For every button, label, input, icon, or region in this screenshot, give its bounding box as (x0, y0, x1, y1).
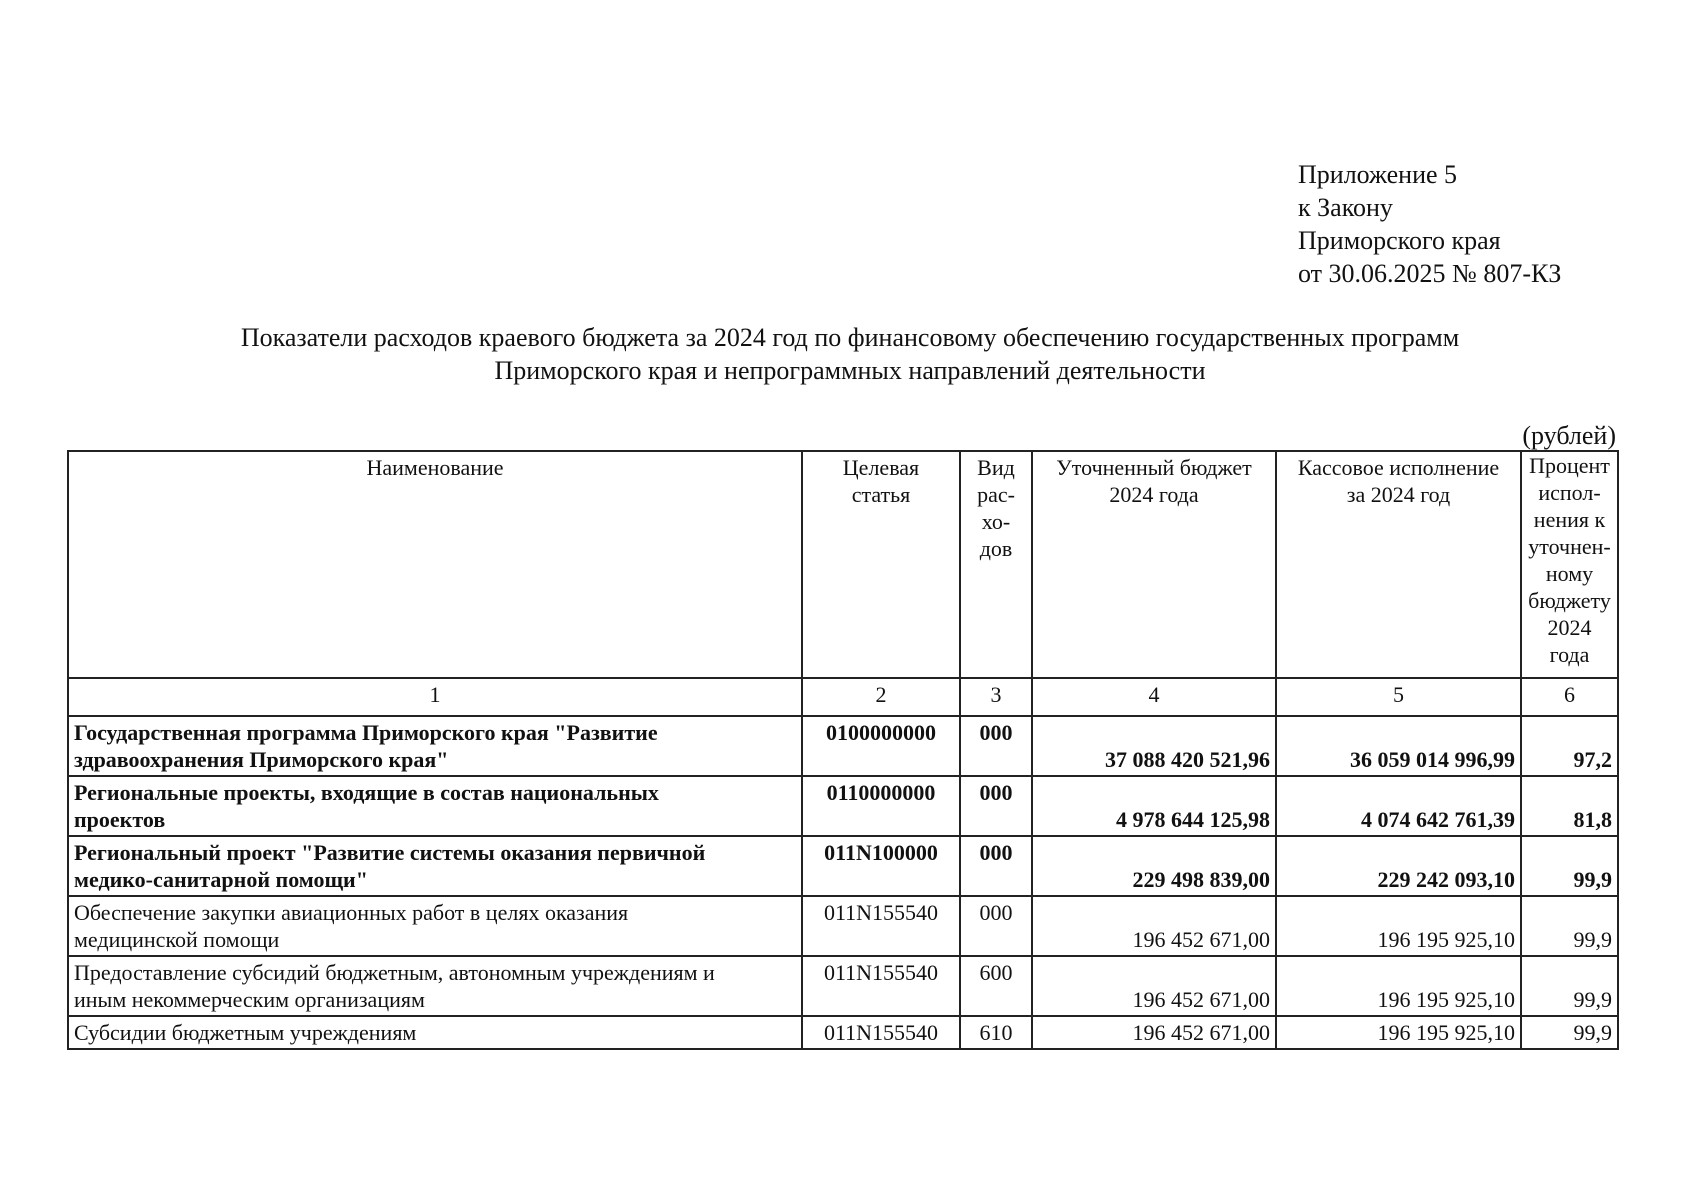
row-expense-kind: 610 (960, 1016, 1032, 1049)
header-text: Уточненный бюджет (1056, 455, 1252, 480)
row-name-text: Региональный проект "Развитие системы оказания первичной (74, 840, 706, 865)
header-name-text: Наименование (366, 455, 504, 480)
row-target-article: 0100000000 (802, 716, 960, 776)
row-budget: 196 452 671,00 (1032, 956, 1276, 1016)
row-name (68, 776, 802, 836)
row-name-text: Предоставление субсидий бюджетным, автономным учреждениям и (74, 960, 715, 985)
row-target-article: 011N155540 (802, 896, 960, 956)
header-text: уточнен- (1528, 534, 1611, 559)
row-name (68, 896, 802, 956)
table-row (68, 956, 1618, 1016)
header-target-article (802, 451, 960, 678)
row-percent: 99,9 (1521, 956, 1618, 1016)
row-name-text: Субсидии бюджетным учреждениям (74, 1020, 417, 1045)
table-row (68, 716, 1618, 776)
table-row (68, 776, 1618, 836)
row-percent: 81,8 (1521, 776, 1618, 836)
header-text: ному (1545, 561, 1594, 586)
row-name-text: иным некоммерческим организациям (74, 987, 425, 1012)
row-budget: 196 452 671,00 (1032, 896, 1276, 956)
row-budget: 4 978 644 125,98 (1032, 776, 1276, 836)
header-text: за 2024 год (1346, 482, 1451, 507)
header-text: Кассовое исполнение (1297, 455, 1500, 480)
row-name (68, 1016, 802, 1049)
table-row (68, 836, 1618, 896)
appendix-block (1298, 158, 1561, 290)
column-number: 6 (1521, 678, 1618, 716)
header-percent (1521, 451, 1618, 678)
row-name-text: Государственная программа Приморского края "Развитие (74, 720, 658, 745)
header-budget (1032, 451, 1276, 678)
row-name-text: Региональные проекты, входящие в состав национальных (74, 780, 659, 805)
header-text: 2024 (1547, 615, 1592, 640)
budget-table (67, 450, 1619, 1050)
row-execution: 196 195 925,10 (1276, 956, 1521, 1016)
row-name-text: медицинской помощи (74, 927, 280, 952)
column-number: 4 (1032, 678, 1276, 716)
table-row (68, 1016, 1618, 1049)
row-percent: 99,9 (1521, 836, 1618, 896)
row-budget: 196 452 671,00 (1032, 1016, 1276, 1049)
appendix-line: Приложение 5 (1298, 160, 1458, 189)
row-budget: 37 088 420 521,96 (1032, 716, 1276, 776)
header-text: Процент (1529, 453, 1610, 478)
header-text: нения к (1533, 507, 1606, 532)
row-name (68, 836, 802, 896)
row-target-article: 0110000000 (802, 776, 960, 836)
row-name (68, 956, 802, 1016)
title-line: Показатели расходов краевого бюджета за 2024 год по финансовому обеспечению государственных программ (240, 323, 1460, 352)
row-execution: 229 242 093,10 (1276, 836, 1521, 896)
row-name (68, 716, 802, 776)
row-name-text: здравоохранения Приморского края" (74, 747, 449, 772)
header-text: Целевая (842, 455, 920, 480)
row-expense-kind: 000 (960, 716, 1032, 776)
header-text: хо- (981, 509, 1011, 534)
row-percent: 99,9 (1521, 896, 1618, 956)
row-budget: 229 498 839,00 (1032, 836, 1276, 896)
header-text: статья (851, 482, 911, 507)
row-percent: 99,9 (1521, 1016, 1618, 1049)
header-execution (1276, 451, 1521, 678)
row-name-text: медико-санитарной помощи" (74, 867, 368, 892)
appendix-line: от 30.06.2025 № 807-КЗ (1298, 259, 1562, 288)
appendix-line: к Закону (1298, 193, 1393, 222)
row-target-article: 011N155540 (802, 1016, 960, 1049)
row-execution: 4 074 642 761,39 (1276, 776, 1521, 836)
column-number: 1 (68, 678, 802, 716)
column-number-row (68, 678, 1618, 716)
row-expense-kind: 000 (960, 776, 1032, 836)
row-execution: 36 059 014 996,99 (1276, 716, 1521, 776)
row-execution: 196 195 925,10 (1276, 896, 1521, 956)
row-percent: 97,2 (1521, 716, 1618, 776)
title-line: Приморского края и непрограммных направлений деятельности (494, 356, 1206, 385)
table-row (68, 896, 1618, 956)
header-text: года (1549, 642, 1590, 667)
column-number: 2 (802, 678, 960, 716)
header-text: рас- (977, 482, 1015, 507)
row-name-text: Обеспечение закупки авиационных работ в целях оказания (74, 900, 629, 925)
row-name-text: проектов (74, 807, 166, 832)
row-expense-kind: 600 (960, 956, 1032, 1016)
column-number: 3 (960, 678, 1032, 716)
row-target-article: 011N100000 (802, 836, 960, 896)
units-label: (рублей) (1522, 421, 1616, 450)
header-text: 2024 года (1109, 482, 1199, 507)
document-title (140, 321, 1560, 387)
header-text: испол- (1538, 480, 1601, 505)
header-expense-kind (960, 451, 1032, 678)
row-execution: 196 195 925,10 (1276, 1016, 1521, 1049)
row-expense-kind: 000 (960, 836, 1032, 896)
table-header-row (68, 451, 1618, 678)
header-name (68, 451, 802, 678)
header-text: Вид (977, 455, 1015, 480)
column-number: 5 (1276, 678, 1521, 716)
header-text: бюджету (1528, 588, 1611, 613)
appendix-line: Приморского края (1298, 226, 1501, 255)
header-text: дов (979, 536, 1013, 561)
row-target-article: 011N155540 (802, 956, 960, 1016)
row-expense-kind: 000 (960, 896, 1032, 956)
